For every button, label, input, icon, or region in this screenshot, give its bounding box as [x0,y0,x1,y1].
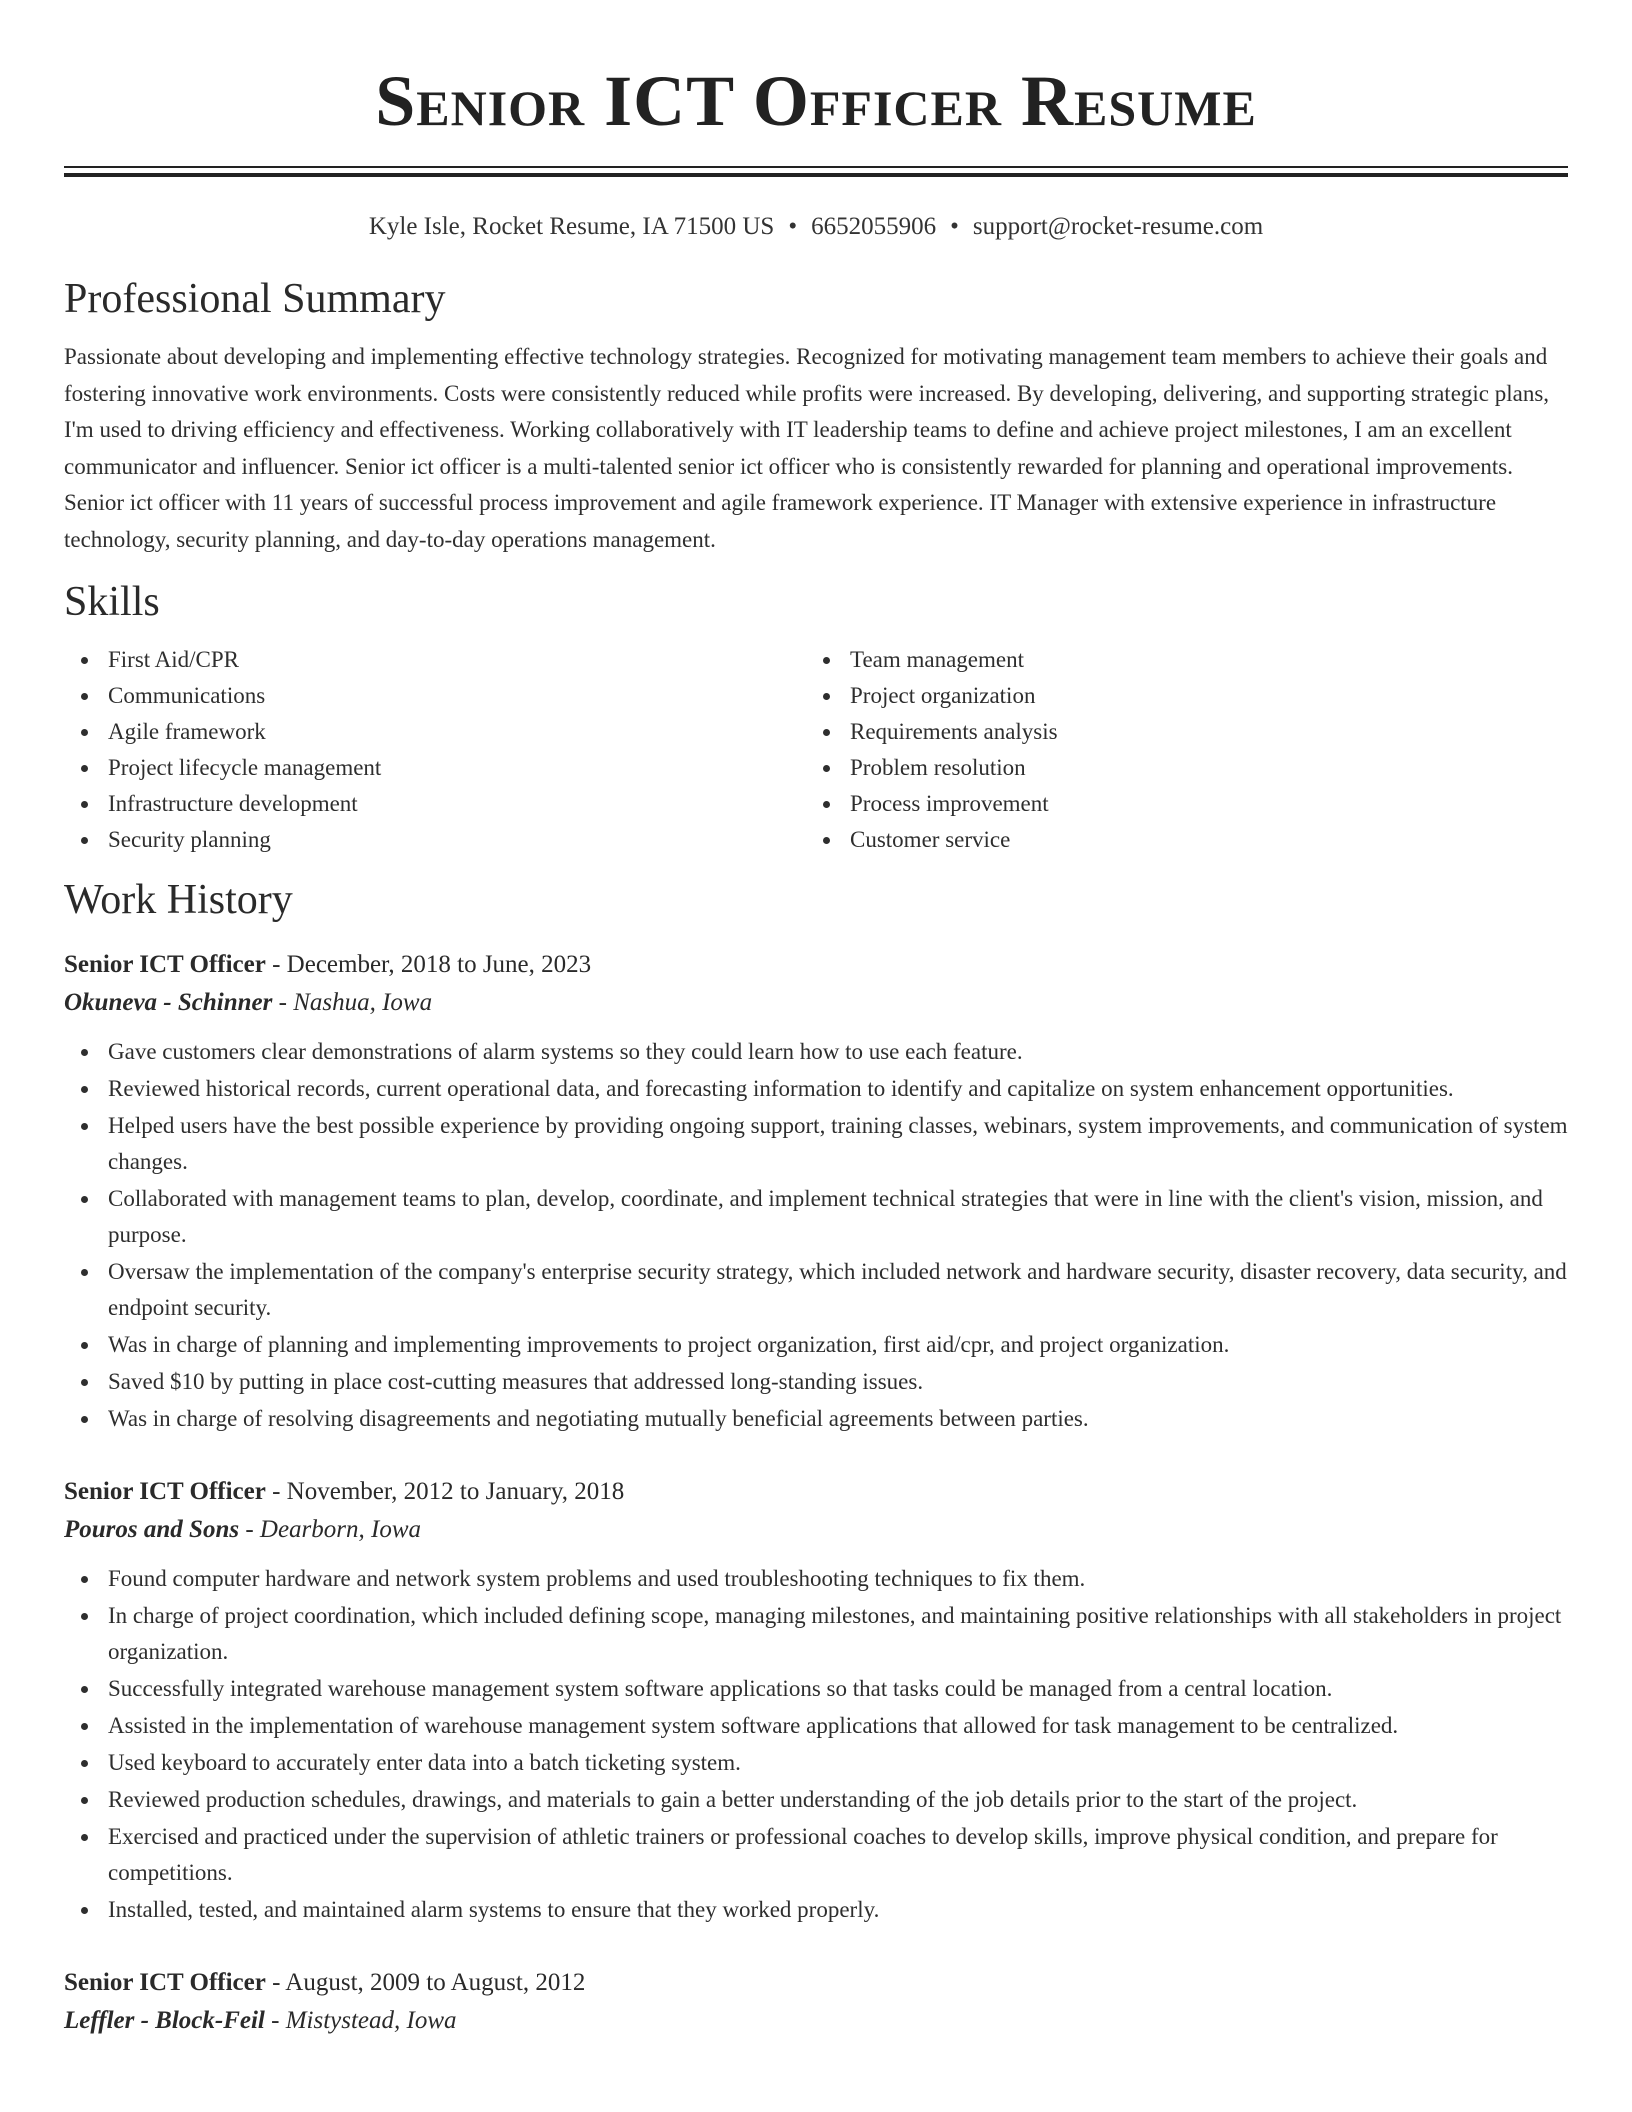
contact-address: Kyle Isle, Rocket Resume, IA 71500 US [368,213,775,240]
company-name: Leffler - Block-Feil [64,2007,265,2034]
company-line [64,984,1568,1022]
job-entry [64,946,1568,1437]
duty-item: Gave customers clear demonstrations of alarm systems so they could learn how to use each feature. [64,1034,1568,1070]
skill-item: Problem resolution [806,750,1548,786]
duty-item: Was in charge of planning and implementing improvements to project organization, first aid/cpr, and project organization. [64,1327,1568,1363]
title-divider [64,166,1568,177]
summary-text: Passionate about developing and implementing effective technology strategies. Recognized for motivating management team members to achieve their goals and fostering innovative work environments. Costs were consistently reduced while profits were increased. By developing, delivering, and supporting strategic plans, I'm used to driving efficiency and effectiveness. Working collaboratively with IT leadership teams to define and achieve project milestones, I am an excellent communicator and influencer. Senior ict officer is a multi-talented senior ict officer who is consistently rewarded for planning and operational improvements. Senior ict officer with 11 years of successful process improvement and agile framework experience. IT Manager with extensive experience in infrastructure technology, security planning, and day-to-day operations management. [64,344,1550,552]
section-heading-summary: Professional Summary [64,276,446,322]
duty-item: Helped users have the best possible experience by providing ongoing support, training classes, webinars, system improvements, and communication of system changes. [64,1108,1568,1180]
duty-item: Oversaw the implementation of the company's enterprise security strategy, which included network and hardware security, disaster recovery, data security, and endpoint security. [64,1254,1568,1326]
job-dates: - December, 2018 to June, 2023 [265,951,592,978]
contact-line [64,211,1568,243]
duty-list [64,1561,1568,1928]
skill-item: First Aid/CPR [64,642,806,678]
company-location: - Dearborn, Iowa [239,1516,422,1543]
duty-item: In charge of project coordination, which included defining scope, managing milestones, and maintaining positive relationships with all stakeholders in project organization. [64,1598,1568,1670]
skills-list-right [806,642,1548,858]
resume-title: Senior ICT Officer Resume [375,61,1257,141]
contact-separator: • [950,213,959,240]
duty-item: Successfully integrated warehouse management system software applications so that tasks could be managed from a central location. [64,1671,1568,1707]
job-title: Senior ICT Officer [64,1969,266,1996]
contact-separator: • [788,213,798,240]
skill-item: Communications [64,678,806,714]
section-heading-skills: Skills [64,579,160,625]
company-line [64,1511,1568,1549]
job-title-line [64,1473,1568,1511]
skills-columns [64,642,1568,858]
job-entry [64,1473,1568,1928]
section-heading-work-history: Work History [64,877,293,923]
skills-list-left [64,642,806,858]
job-entry [64,1964,1568,2040]
duty-list [64,1034,1568,1437]
duty-item: Reviewed production schedules, drawings, and materials to gain a better understanding of the job details prior to the start of the project. [64,1782,1568,1818]
skill-item: Team management [806,642,1548,678]
duty-item: Saved $10 by putting in place cost-cutting measures that addressed long-standing issues. [64,1364,1568,1400]
job-title: Senior ICT Officer [64,1478,266,1505]
contact-email: support@rocket-resume.com [972,213,1264,240]
resume-page [64,0,1568,2040]
duty-item: Found computer hardware and network system problems and used troubleshooting techniques to fix them. [64,1561,1568,1597]
job-dates: - August, 2009 to August, 2012 [265,1969,586,1996]
company-location: - Nashua, Iowa [272,989,433,1016]
company-name: Pouros and Sons [64,1516,240,1543]
job-title: Senior ICT Officer [64,951,266,978]
duty-item: Exercised and practiced under the supervision of athletic trainers or professional coaches to develop skills, improve physical condition, and prepare for competitions. [64,1819,1568,1891]
job-dates: - November, 2012 to January, 2018 [265,1478,625,1505]
contact-phone: 6652055906 [811,213,937,240]
company-location: - Mistystead, Iowa [264,2007,457,2034]
job-title-line [64,946,1568,984]
duty-item: Was in charge of resolving disagreements and negotiating mutually beneficial agreements between parties. [64,1401,1568,1437]
skill-item: Agile framework [64,714,806,750]
company-name: Okuneva - Schinner [64,989,273,1016]
company-line [64,2002,1568,2040]
skill-item: Customer service [806,822,1548,858]
skill-item: Infrastructure development [64,786,806,822]
duty-item: Reviewed historical records, current operational data, and forecasting information to identify and capitalize on system enhancement opportunities. [64,1071,1568,1107]
skill-item: Project organization [806,678,1548,714]
duty-item: Used keyboard to accurately enter data into a batch ticketing system. [64,1745,1568,1781]
job-title-line [64,1964,1568,2002]
duty-item: Collaborated with management teams to plan, develop, coordinate, and implement technical strategies that were in line with the client's vision, mission, and purpose. [64,1181,1568,1253]
skill-item: Process improvement [806,786,1548,822]
skill-item: Project lifecycle management [64,750,806,786]
skill-item: Requirements analysis [806,714,1548,750]
skill-item: Security planning [64,822,806,858]
duty-item: Assisted in the implementation of warehouse management system software applications that allowed for task management to be centralized. [64,1708,1568,1744]
duty-item: Installed, tested, and maintained alarm systems to ensure that they worked properly. [64,1892,1568,1928]
